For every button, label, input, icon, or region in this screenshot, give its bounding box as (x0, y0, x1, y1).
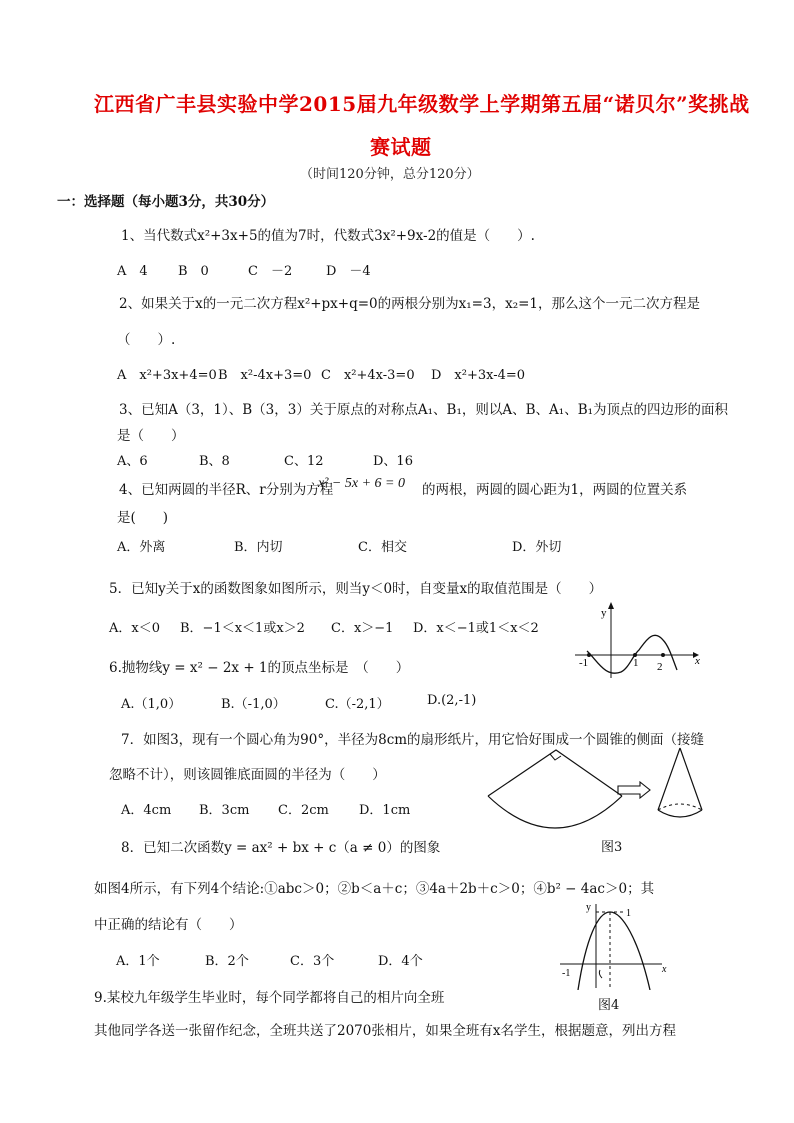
figure-4-caption: 图4 (598, 998, 620, 1013)
q5-option-c: C．x＞−1 (331, 621, 394, 636)
question-4-equation: x² − 5x + 6 = 0 (318, 476, 405, 491)
q1-option-a: A 4 (117, 264, 148, 279)
cone-sides (658, 748, 702, 810)
q5-option-a: A．x＜0 (109, 621, 160, 636)
question-8-stem: 8．已知二次函数y = ax² + bx + c（a ≠ 0）的图象 (121, 840, 441, 856)
right-angle-marker (550, 754, 561, 760)
q3-option-b: B、8 (199, 454, 230, 469)
question-9-stem-cont: 其他同学各送一张留作纪念，全班共送了2070张相片，如果全班有x名学生，根据题意，列出方程 (94, 1023, 676, 1039)
y-axis-arrow (608, 602, 614, 609)
q7-option-b: B．3cm (199, 803, 250, 818)
parabola-curve (578, 912, 650, 990)
q4-option-b: B．内切 (234, 540, 283, 555)
q4-option-c: C．相交 (358, 540, 407, 555)
q2-option-a: A x²+3x+4=0 (117, 368, 217, 383)
question-6-stem: 6.抛物线y = x² − 2x + 1的顶点坐标是 （ ） (109, 660, 410, 676)
page-title-line2: 赛试题 (370, 135, 432, 159)
question-1-stem: 1、当代数式x²+3x+5的值为7时，代数式3x²+9x-2的值是（ ）. (121, 228, 535, 244)
arrow-icon (618, 782, 650, 798)
question-2-stem: 2、如果关于x的一元二次方程x²+px+q=0的两根分别为x₁=3，x₂=1，那么这个一元二次方程是 (119, 296, 700, 312)
q2-option-b: B x²-4x+3=0 (218, 368, 312, 383)
q1-option-d: D －4 (326, 264, 371, 279)
q8-option-b: B．2个 (205, 954, 249, 969)
q6-option-b: B.（-1,0） (221, 697, 286, 712)
q2-option-c: C x²+4x-3=0 (321, 368, 415, 383)
q6-option-a: A.（1,0） (121, 697, 182, 712)
question-8-stem-cont2: 中正确的结论有（ ） (94, 917, 243, 933)
root-point-2 (661, 653, 665, 657)
question-3-stem: 3、已知A（3，1）、B（3，3）关于原点的对称点A₁、B₁，则以A、B、A₁、B₁为顶点的四边形的面积 (119, 402, 729, 418)
tick-label-1: 1 (633, 657, 639, 669)
tick-label-neg1: -1 (579, 657, 589, 669)
q5-option-b: B．−1＜x＜1或x＞2 (180, 621, 305, 636)
question-7-stem: 7．如图3，现有一个圆心角为90°，半径为8cm的扇形纸片，用它恰好围成一个圆锥的侧面（接缝 (121, 732, 705, 748)
question-9-stem: 9.某校九年级学生毕业时，每个同学都将自己的相片向全班 (94, 990, 445, 1006)
tick-label-neg1: -1 (562, 968, 571, 979)
exam-info: （时间120分钟，总分120分） (300, 167, 480, 182)
tick-label-1: 1 (626, 908, 631, 919)
q3-option-d: D、16 (373, 454, 413, 469)
question-5-stem: 5．已知y关于x的函数图象如图所示，则当y＜0时，自变量x的取值范围是（ ） (109, 581, 603, 597)
origin-mark (599, 970, 602, 978)
tick-label-2: 2 (657, 661, 663, 673)
question-4-stem-b: 的两根，两圆的圆心距为1，两圆的位置关系 (422, 482, 688, 498)
question-2-stem-cont: （ ）. (117, 332, 176, 348)
q1-option-b: B 0 (178, 264, 209, 279)
page-title-line1: 江西省广丰县实验中学2015届九年级数学上学期第五届“诺贝尔”奖挑战 (94, 92, 750, 116)
y-axis-label: y (586, 902, 591, 913)
figure-3-sector-cone (484, 740, 714, 830)
x-axis-label: x (695, 655, 700, 667)
sector-radii (488, 750, 622, 796)
q3-option-c: C、12 (284, 454, 324, 469)
q7-option-c: C．2cm (278, 803, 329, 818)
q1-option-c: C －2 (248, 264, 293, 279)
x-axis-label: x (662, 964, 667, 975)
question-7-stem-cont: 忽略不计），则该圆锥底面圆的半径为（ ） (109, 767, 386, 783)
q7-option-a: A．4cm (121, 803, 172, 818)
figure-4-parabola-graph (558, 898, 673, 990)
question-8-stem-cont: 如图4所示，有下列4个结论:①abc＞0；②b＜a＋c；③4a＋2b＋c＞0；④b² − 4ac＞0；其 (94, 881, 655, 897)
q7-option-d: D．1cm (359, 803, 411, 818)
y-axis-label: y (601, 607, 607, 619)
q8-option-c: C．3个 (290, 954, 335, 969)
q4-option-a: A．外离 (117, 540, 166, 555)
q8-option-a: A．1个 (116, 954, 160, 969)
question-3-stem-cont: 是（ ） (117, 428, 185, 444)
question-4-stem-cont: 是( ) (117, 510, 169, 526)
q8-option-d: D．4个 (378, 954, 423, 969)
cone-base-front (658, 810, 702, 817)
question-4-stem-a: 4、已知两圆的半径R、r分别为方程 (119, 482, 334, 498)
figure-3-caption: 图3 (601, 840, 623, 855)
q6-option-c: C.（-2,1） (325, 697, 390, 712)
section-heading: 一：选择题（每小题3分，共30分） (57, 194, 275, 210)
cone-base-back (658, 804, 702, 810)
sector-arc (488, 796, 622, 828)
q4-option-d: D．外切 (512, 540, 562, 555)
q2-option-d: D x²+3x-4=0 (431, 368, 526, 383)
q5-option-d: D．x＜−1或1＜x＜2 (413, 621, 539, 636)
q6-option-d: D.(2,-1) (427, 693, 477, 708)
q5-function-graph (565, 600, 705, 680)
q3-option-a: A、6 (117, 454, 148, 469)
